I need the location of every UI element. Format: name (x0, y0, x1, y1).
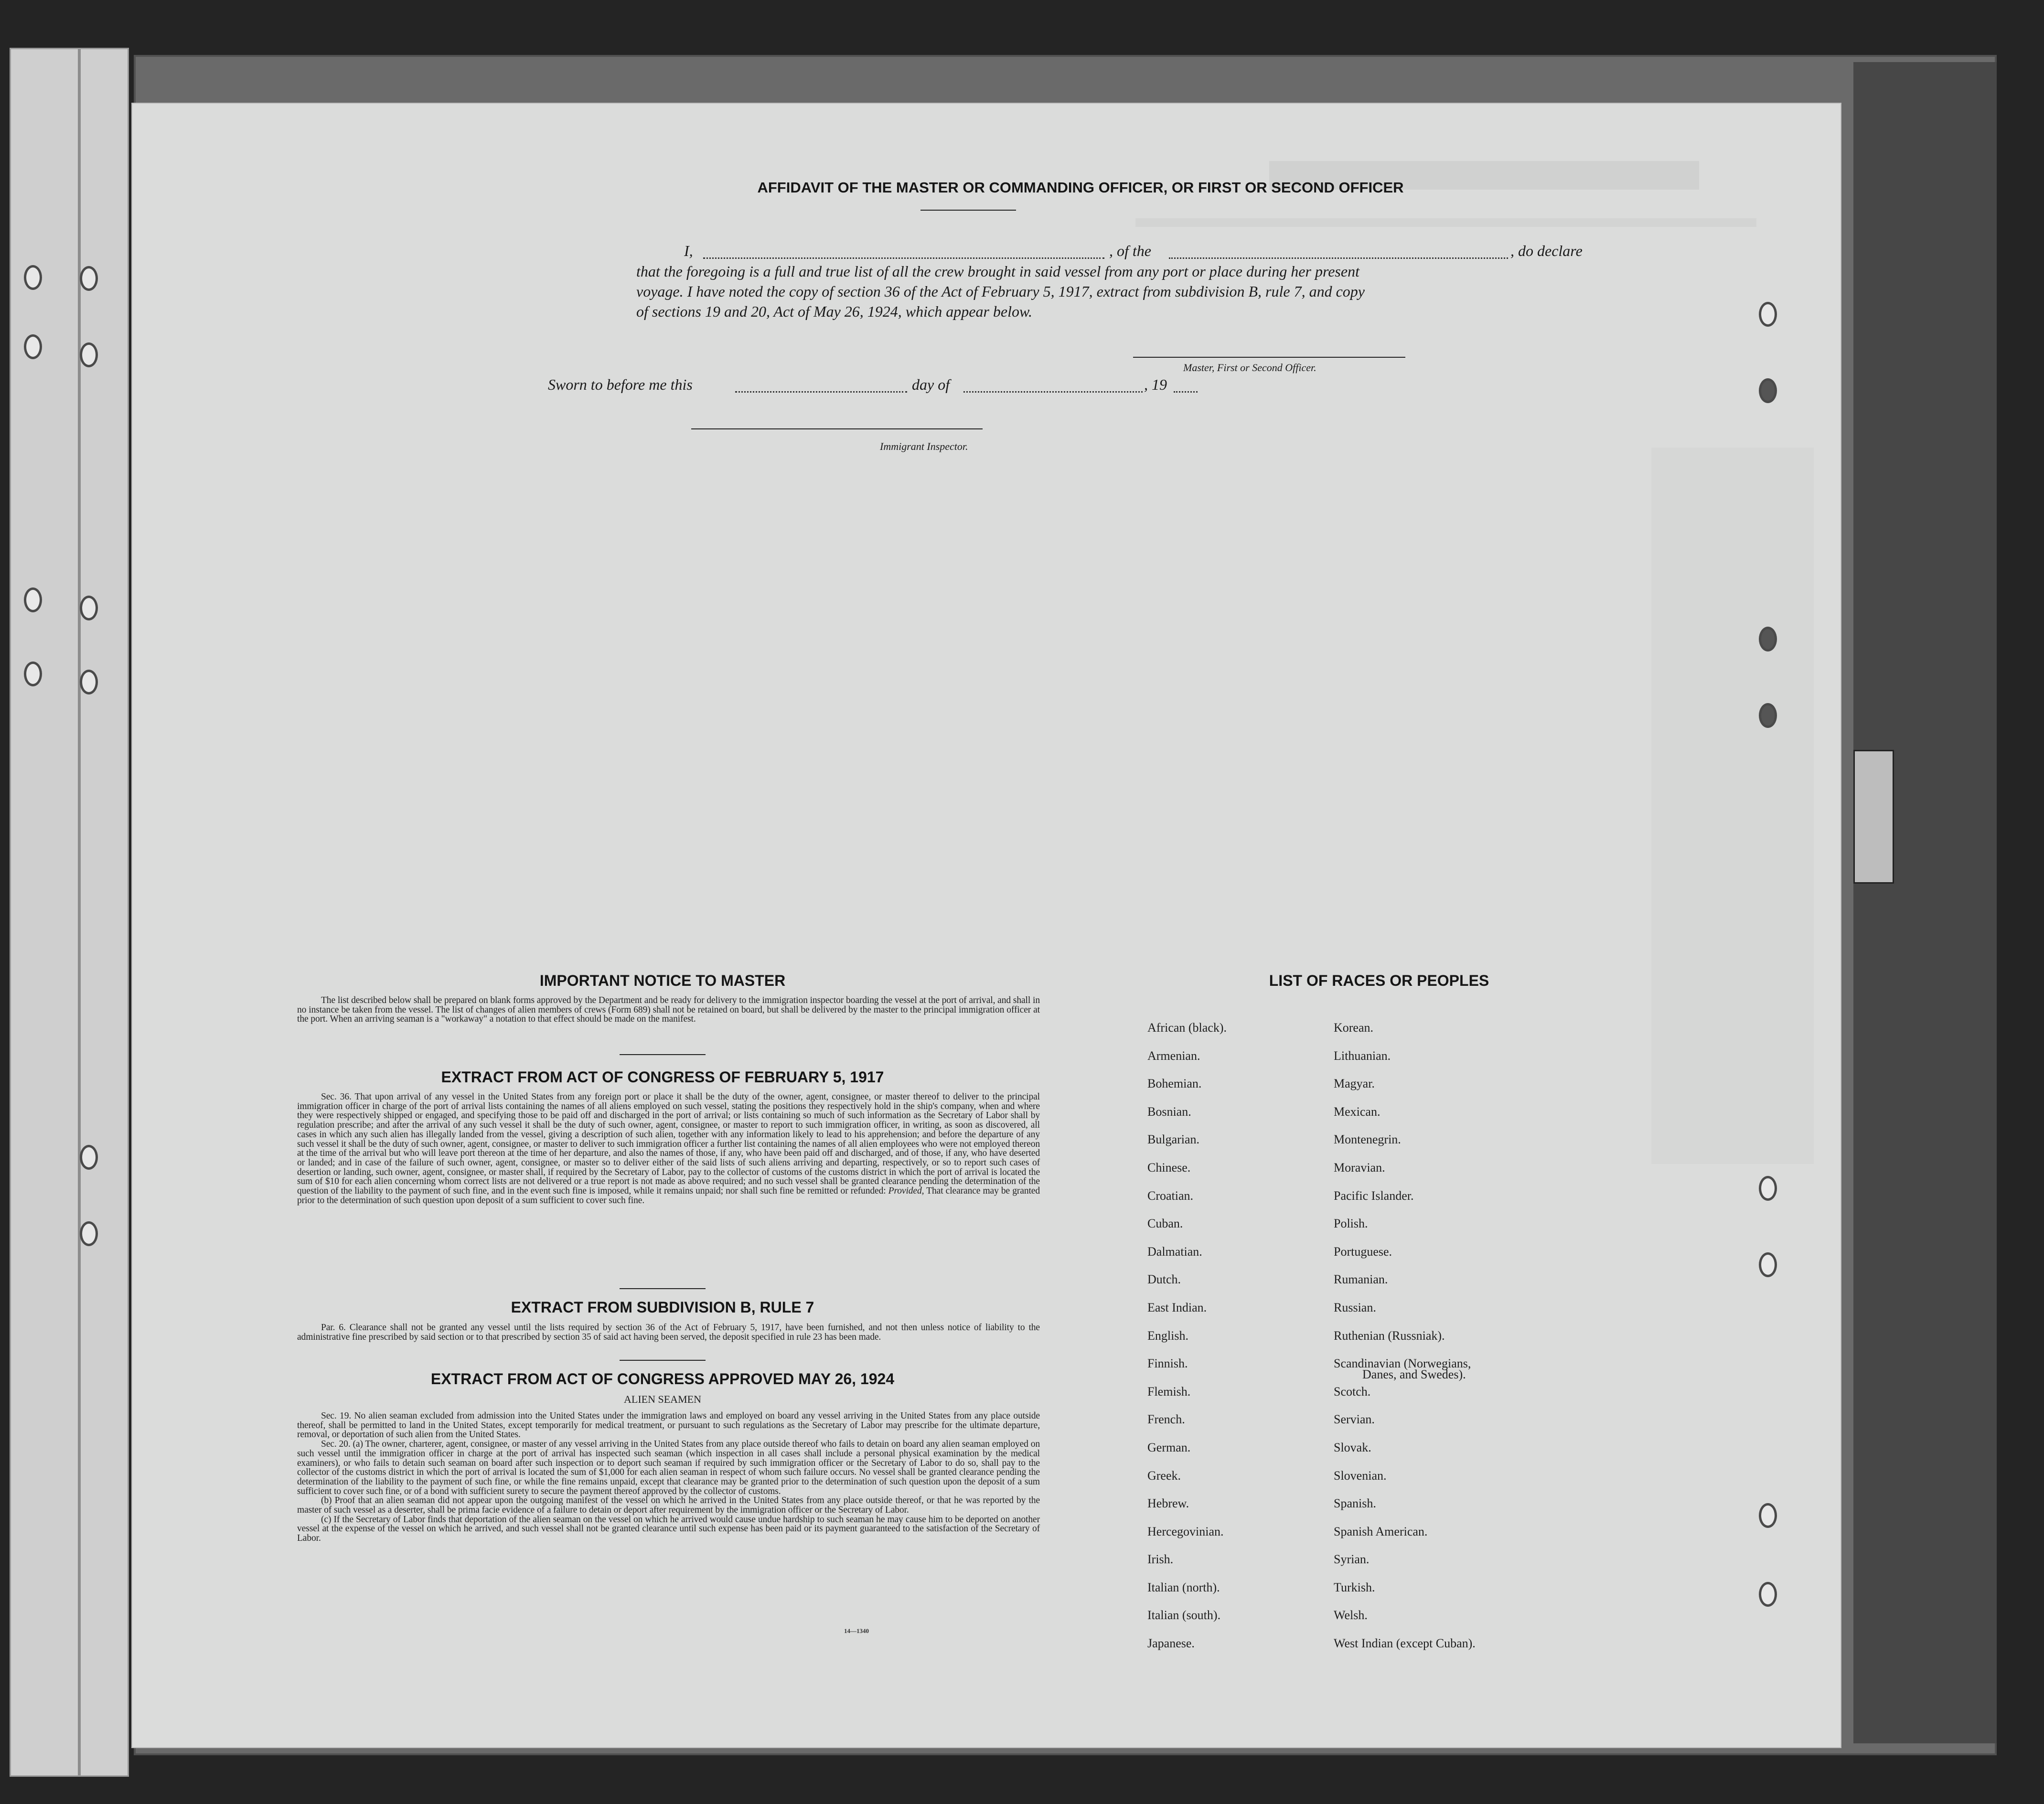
divider (620, 1360, 706, 1361)
race-label: German. (1147, 1440, 1191, 1454)
punch-hole (80, 266, 98, 291)
extract-1917-title: EXTRACT FROM ACT OF CONGRESS OF FEBRUARY 5, 1917 (441, 1068, 884, 1086)
race-item (1334, 1580, 1476, 1609)
day-of-text: day of (912, 376, 950, 393)
binder-shadow (1853, 62, 1997, 1743)
alien-seamen-subtitle: ALIEN SEAMEN (624, 1393, 701, 1405)
punch-hole (80, 1145, 98, 1170)
race-label: Dalmatian. (1147, 1244, 1202, 1259)
race-label: Cuban. (1147, 1217, 1183, 1231)
race-item (1147, 1189, 1227, 1217)
extract-1924-title: EXTRACT FROM ACT OF CONGRESS APPROVED MAY 26, 1924 (430, 1370, 895, 1388)
form-number: 14—1340 (844, 1627, 869, 1634)
race-label: Portuguese. (1334, 1244, 1392, 1259)
race-label: Turkish. (1334, 1580, 1375, 1594)
affidavit-do-declare: , do declare (1510, 242, 1583, 259)
section-20a-text: Sec. 20. (a) The owner, charterer, agent, consignee, or master of any vessel arriving in the United States from any place outside thereof who fails to detain on board any alien seaman employed on such vessel until the immigration officer in charge at the port of arrival has inspected such seaman (which inspection in all cases shall include a personal physical examination by the medical examiners), or who fails to detain such seaman on board after such inspection or to deport such seaman if required by such immigration officer or the Secretary of Labor to do so, shall pay to the collector of the customs district in which the port of arrival is located the sum of $1,000 for each alien seaman in respect of whom such failure occurs. No vessel shall be granted clearance pending the determination of the liability to the payment of such fine, or while the fine remains unpaid, except that clearance may be granted prior to the determination of such question upon the deposit of a sum sufficient to cover such fine, or of a bond with sufficient surety to secure the payment thereof approved by the collector of customs. (297, 1439, 1040, 1496)
race-item (1147, 1469, 1227, 1497)
binder-strip (10, 48, 129, 1777)
race-label: Hercegovinian. (1147, 1524, 1224, 1538)
notice-body (297, 996, 1040, 1024)
race-label: Lithuanian. (1334, 1048, 1391, 1063)
race-item (1147, 1496, 1227, 1525)
inspector-caption: Immigrant Inspector. (880, 440, 968, 452)
race-label: Korean. (1334, 1021, 1374, 1035)
race-label: Finnish. (1147, 1356, 1188, 1371)
binder-hole (24, 334, 42, 359)
document-page (131, 103, 1841, 1748)
section-36-text (297, 1092, 1040, 1205)
punch-hole (1759, 302, 1777, 327)
punch-hole (1759, 1582, 1777, 1607)
punch-hole (1759, 1503, 1777, 1528)
race-label: Servian. (1334, 1412, 1375, 1427)
race-item (1147, 1217, 1227, 1245)
race-label: Armenian. (1147, 1048, 1200, 1063)
section-19-text: Sec. 19. No alien seaman excluded from admission into the United States under the immigration laws and employed on board any vessel arriving in the United States from any place outside thereof, shall be permitted to land in the United States, except temporarily for medical treatment, or pursuant to such regulations as the Secretary of Labor may prescribe for the ultimate departure, removal, or deportation of such alien from the United States. (297, 1411, 1040, 1440)
race-item (1147, 1412, 1227, 1441)
punch-hole (1759, 1176, 1777, 1201)
signature-line-inspector (691, 428, 983, 429)
year-prefix: , 19 (1144, 376, 1167, 393)
race-label: French. (1147, 1412, 1185, 1427)
vessel-blank (1169, 257, 1508, 259)
race-item (1334, 1161, 1476, 1189)
race-item (1334, 1272, 1476, 1301)
race-label: Dutch. (1147, 1272, 1181, 1287)
race-label: English. (1147, 1328, 1188, 1343)
race-item (1147, 1049, 1227, 1077)
races-column-1 (1147, 1021, 1227, 1665)
section-20b-text: (b) Proof that an alien seaman did not appear upon the outgoing manifest of the vessel on which he arrived in the United States from any place outside thereof, or that he was reported by the master of such vessel as a deserter, shall be prima facie evidence of a failure to detain or deport after requirement by the immigration officer or the Secretary of Labor. (297, 1495, 1040, 1516)
rule-7-body (297, 1323, 1040, 1342)
race-item (1147, 1356, 1227, 1385)
race-item (1147, 1272, 1227, 1301)
race-label: Slovenian. (1334, 1468, 1387, 1483)
divider (920, 210, 1016, 211)
race-item (1147, 1245, 1227, 1273)
race-item (1334, 1049, 1476, 1077)
race-item (1334, 1329, 1476, 1357)
month-blank (963, 391, 1143, 393)
race-label-continued: Danes, and Swedes). (1362, 1367, 1466, 1382)
master-caption: Master, First or Second Officer. (1183, 362, 1316, 374)
affidavit-line-4: of sections 19 and 20, Act of May 26, 1924, which appear below. (636, 303, 1032, 320)
race-item (1334, 1385, 1476, 1413)
binder-tab (1853, 750, 1894, 884)
race-label: Irish. (1147, 1552, 1174, 1567)
affidavit-i: I, (684, 242, 693, 259)
race-label: Italian (north). (1147, 1580, 1220, 1594)
race-label: Greek. (1147, 1468, 1181, 1483)
punch-hole (1759, 703, 1777, 728)
bleed-through (1651, 448, 1814, 1164)
race-label: African (black). (1147, 1021, 1227, 1035)
race-item (1147, 1525, 1227, 1553)
race-label: Rumanian. (1334, 1272, 1388, 1287)
day-blank (735, 391, 907, 393)
signature-line-master (1133, 357, 1405, 358)
race-label: Ruthenian (Russniak). (1334, 1328, 1445, 1343)
race-item (1147, 1132, 1227, 1161)
affidavit-of-the: , of the (1109, 242, 1151, 259)
race-label: Syrian. (1334, 1552, 1370, 1567)
extract-1917-body (297, 1092, 1040, 1205)
divider (620, 1054, 706, 1055)
binder-hole (24, 587, 42, 612)
punch-hole (80, 596, 98, 620)
race-label: Flemish. (1147, 1384, 1191, 1398)
race-item (1147, 1385, 1227, 1413)
races-title: LIST OF RACES OR PEOPLES (1269, 972, 1489, 989)
race-item (1334, 1469, 1476, 1497)
race-item (1334, 1608, 1476, 1636)
race-item (1147, 1021, 1227, 1049)
race-item (1334, 1525, 1476, 1553)
race-item (1334, 1105, 1476, 1133)
race-label: Chinese. (1147, 1160, 1191, 1174)
affidavit-line-3: voyage. I have noted the copy of section 36 of the Act of February 5, 1917, extract from subdivision B, rule 7, and copy (636, 283, 1365, 300)
race-item (1334, 1552, 1476, 1580)
race-item (1147, 1441, 1227, 1469)
year-blank (1174, 391, 1198, 393)
race-item (1334, 1077, 1476, 1105)
punch-hole (80, 342, 98, 367)
race-label: Spanish. (1334, 1496, 1376, 1511)
race-item (1147, 1161, 1227, 1189)
affidavit-title: AFFIDAVIT OF THE MASTER OR COMMANDING OFFICER, OR FIRST OR SECOND OFFICER (757, 179, 1404, 196)
provided-word: Provided, (888, 1186, 924, 1196)
race-item (1147, 1580, 1227, 1609)
race-item (1334, 1412, 1476, 1441)
race-item (1334, 1356, 1476, 1385)
section-36-pre: Sec. 36. That upon arrival of any vessel in the United States from any foreign port or place it shall be the duty of the owner, agent, consignee, or master thereof to deliver to the principal immigration officer in charge of the port of arrival lists containing the names of all aliens employed on such vessel, stating the positions they respectively hold in the ship's company, when and where they were respectively shipped or engaged, and specifying those to be paid off and discharged in the port of arrival; or lists containing so much of such information as the Secretary of Labor shall by regulation prescribe; and after the arrival of any such vessel it shall be the duty of such owner, agent, consignee, or master to report to such immigration officer, in writing, as soon as discovered, all cases in which any such alien has illegally landed from the vessel, giving a description of such alien, together with any information likely to lead to his apprehension; and before the departure of any such vessel it shall be the duty of such owner, agent, consignee, or master to deliver to such immigration officer a further list containing the names of all alien employees who were not employed thereon at the time of the arrival but who will leave port thereon at the time of her departure, and also the names of those, if any, who have been paid off and discharged, and of those, if any, who have deserted or landed; and in case of the failure of such owner, agent, consignee, or master so to deliver either of the said lists of such aliens arriving and departing, respectively, or so to report such cases of desertion or landing, such owner, agent, consignee, or master shall, if required by the Secretary of Labor, pay to the collector of customs of the customs district in which the port of arrival is located the sum of $10 for each alien concerning whom correct lists are not delivered or a true report is not made as above required; and no such vessel shall be granted clearance pending the determination of the question of the liability to the payment of such fine, and in the event such fine is imposed, while it remains unpaid; nor shall such fine be remitted or refunded: (297, 1092, 1040, 1196)
race-item (1334, 1301, 1476, 1329)
notice-text: The list described below shall be prepared on blank forms approved by the Department and be ready for delivery to the immigration inspector boarding the vessel at the port of arrival, and shall in no instance be taken from the vessel. The list of changes of alien members of crews (Form 689) shall not be retained on board, but shall be delivered by the master to the principal immigration officer at the port. When an arriving seaman is a "workaway" a notation to that effect should be made on the manifest. (297, 995, 1040, 1025)
race-label: Russian. (1334, 1300, 1376, 1314)
binder-hole (24, 662, 42, 686)
race-label: Croatian. (1147, 1188, 1194, 1203)
race-item (1147, 1329, 1227, 1357)
race-label: West Indian (except Cuban). (1334, 1636, 1476, 1651)
rule-7-title: EXTRACT FROM SUBDIVISION B, RULE 7 (511, 1299, 814, 1316)
race-label: Bulgarian. (1147, 1132, 1200, 1147)
race-label: Mexican. (1334, 1104, 1381, 1119)
race-item (1334, 1217, 1476, 1245)
divider (620, 1288, 706, 1289)
race-item (1147, 1552, 1227, 1580)
race-label: Spanish American. (1334, 1524, 1428, 1538)
race-item (1334, 1021, 1476, 1049)
name-blank (703, 257, 1104, 259)
race-item (1334, 1496, 1476, 1525)
punch-hole (80, 670, 98, 694)
race-item (1334, 1636, 1476, 1665)
race-label: Montenegrin. (1334, 1132, 1401, 1147)
notice-title: IMPORTANT NOTICE TO MASTER (539, 972, 786, 989)
race-label: Scandinavian (Norwegians, (1334, 1356, 1471, 1371)
race-label: Bosnian. (1147, 1104, 1191, 1119)
race-label: Scotch. (1334, 1384, 1371, 1398)
race-item (1147, 1608, 1227, 1636)
race-label: Japanese. (1147, 1636, 1195, 1651)
race-item (1147, 1636, 1227, 1665)
race-item (1334, 1245, 1476, 1273)
section-20c-text: (c) If the Secretary of Labor finds that deportation of the alien seaman on the vessel on which he arrived would cause undue hardship to such seaman he may cause him to be deported on another vessel at the expense of the vessel on which he arrived, and such vessel shall not be granted clearance until such expense has been paid or its payment guaranteed to the satisfaction of the Secretary of Labor. (297, 1514, 1040, 1544)
binder-hole (24, 265, 42, 290)
affidavit-line-2: that the foregoing is a full and true list of all the crew brought in said vessel from any port or place during her present (636, 263, 1359, 280)
sworn-text: Sworn to before me this (548, 376, 693, 393)
race-label: Bohemian. (1147, 1077, 1202, 1091)
race-item (1334, 1132, 1476, 1161)
extract-1924-body (297, 1411, 1040, 1543)
race-label: Welsh. (1334, 1608, 1368, 1623)
punch-hole (80, 1221, 98, 1246)
race-item (1147, 1077, 1227, 1105)
punch-hole (1759, 1252, 1777, 1277)
bleed-through (1135, 218, 1756, 227)
race-item (1334, 1441, 1476, 1469)
section-36-post: That clearance may be granted prior to the determination of such question upon deposit of a sum sufficient to cover such fine. (297, 1186, 1040, 1206)
race-label: Moravian. (1334, 1160, 1385, 1174)
race-label: Polish. (1334, 1217, 1368, 1231)
race-label: Magyar. (1334, 1077, 1375, 1091)
punch-hole (1759, 627, 1777, 651)
race-label: Italian (south). (1147, 1608, 1221, 1623)
race-label: Hebrew. (1147, 1496, 1189, 1511)
par-6-text: Par. 6. Clearance shall not be granted any vessel until the lists required by section 36 of the Act of February 5, 1917, have been furnished, and not then unless notice of liability to the administrative fine prescribed by said section or to that prescribed by section 35 of said act having been served, the deposit specified in rule 23 has been made. (297, 1323, 1040, 1342)
race-item (1147, 1301, 1227, 1329)
race-item (1334, 1189, 1476, 1217)
race-item (1147, 1105, 1227, 1133)
races-column-2 (1334, 1021, 1476, 1665)
race-label: East Indian. (1147, 1300, 1207, 1314)
punch-hole (1759, 378, 1777, 403)
race-label: Slovak. (1334, 1440, 1371, 1454)
race-label: Pacific Islander. (1334, 1188, 1414, 1203)
